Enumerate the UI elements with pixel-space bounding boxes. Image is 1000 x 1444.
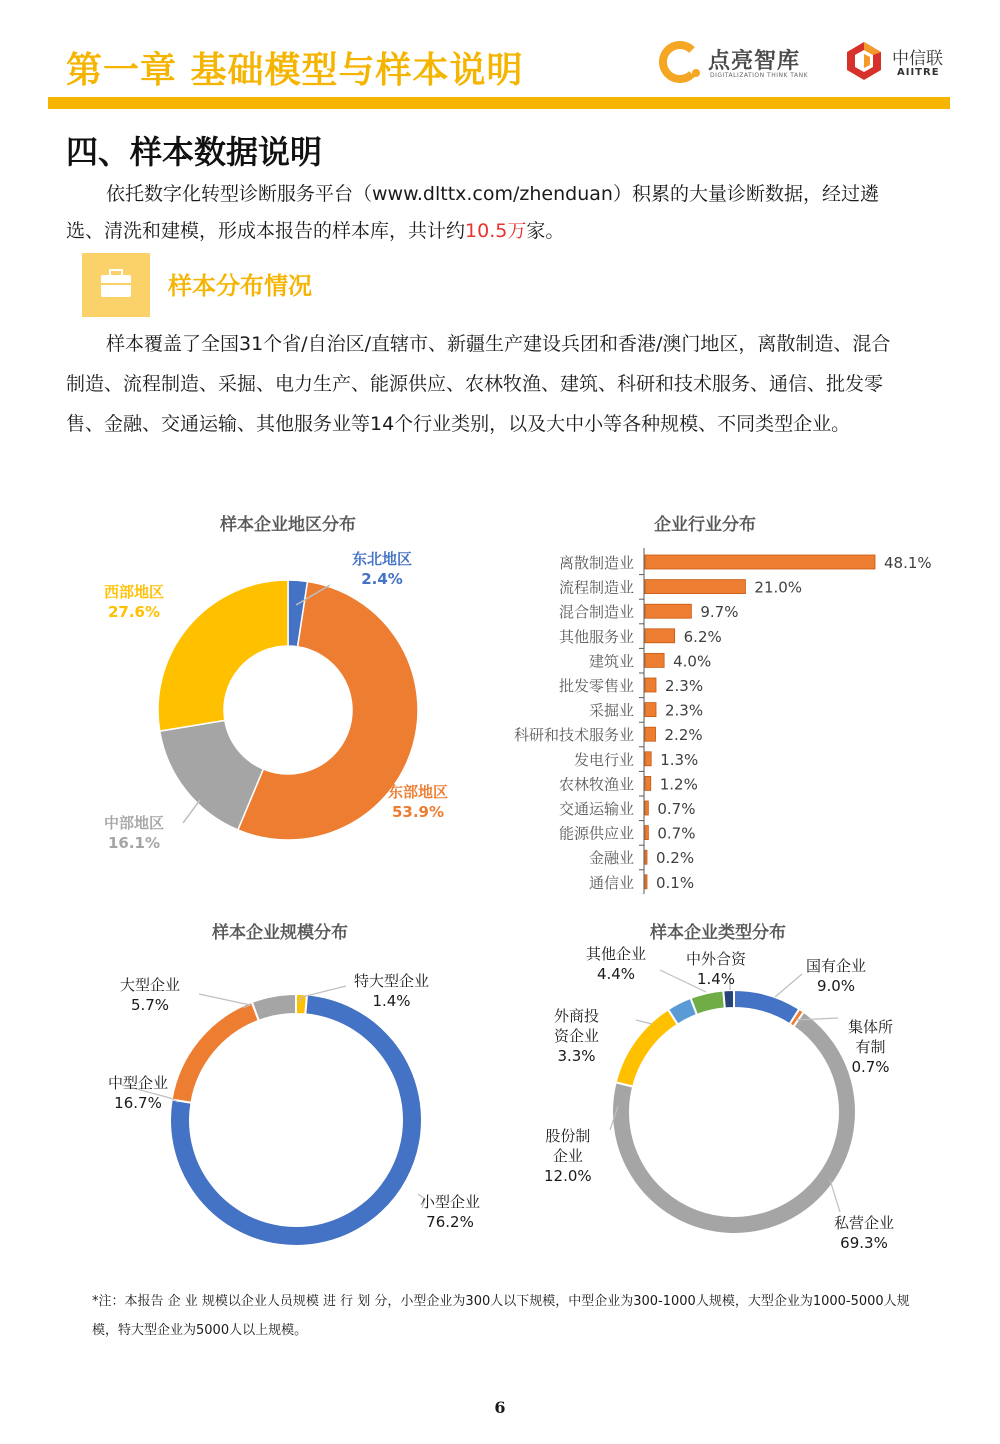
type-leader-line [636,1020,652,1024]
logo-brand-subtitle: DIGITALIZATION THINK TANK [710,72,809,79]
size-label-xl [354,971,429,1011]
region-value-northeast: 2.4% [361,570,403,588]
industry-value-label: 4.0% [673,652,712,671]
industry-value-label: 2.2% [664,726,703,745]
size-label-large [120,975,180,1015]
industry-value-label: 48.1% [884,554,932,572]
size-slice-large [252,994,296,1021]
region-name-west: 西部地区 [104,583,165,601]
type-label-sino-foreign [686,949,746,989]
industry-value-label: 0.7% [657,824,696,843]
type-value-collective: 0.7% [851,1058,890,1076]
type-value-joint-stock: 12.0% [544,1167,592,1185]
type-value-other: 4.4% [596,965,636,983]
logo-aiitre-name: 中信联 [892,49,943,69]
industry-value-label: 21.0% [754,578,803,597]
industry-chart-title: 企业行业分布 [654,515,756,535]
type-name-sino-foreign: 中外合资 [686,950,747,968]
industry-bar [645,653,664,667]
industry-bar-chart [480,548,950,894]
type-slice-state [734,990,799,1024]
type-label-private [834,1213,894,1253]
industry-category-label: 能源供应业 [558,824,634,843]
industry-category-label: 通信业 [588,873,634,892]
size-value-small: 76.2% [426,1213,474,1231]
region-name-northeast: 东北地区 [352,550,413,568]
industry-bar [645,678,656,692]
type-value-foreign: 3.3% [557,1047,596,1065]
type-label-other [586,944,646,984]
industry-category-label: 采掘业 [588,701,634,720]
industry-value-label: 1.3% [660,750,699,769]
industry-bar [645,555,875,569]
industry-bar [645,580,745,594]
type-slice-sino-foreign [723,990,734,1008]
industry-category-label: 农林牧渔业 [558,775,634,794]
page-number: 6 [494,1398,506,1417]
industry-category-label: 其他服务业 [558,627,634,646]
region-value-east: 53.9% [391,803,445,821]
industry-category-label: 科研和技术服务业 [513,726,634,745]
logo-aiitre-en: AIITRE [897,67,940,78]
industry-bar [645,629,675,643]
industry-value-label: 2.3% [664,677,704,695]
type-name-joint-stock: 股份制 企业 [545,1127,591,1165]
subsection-title: 样本分布情况 [168,272,312,300]
type-value-private: 69.3% [840,1234,888,1252]
industry-bar [645,703,656,717]
type-value-sino-foreign: 1.4% [696,970,736,988]
size-label-small [420,1192,480,1232]
region-value-west: 27.6% [107,603,161,621]
industry-value-label: 9.7% [700,603,739,622]
size-value-xl: 1.4% [372,992,411,1010]
region-chart-title: 样本企业地区分布 [220,515,356,535]
type-name-private: 私营企业 [834,1214,895,1232]
industry-value-label: 0.1% [656,873,695,892]
region-label-east [388,782,448,822]
industry-bar [645,752,651,766]
industry-value-label: 0.7% [657,800,696,818]
industry-category-label: 离散制造业 [558,554,634,572]
type-leader-line [830,1180,840,1212]
intro-text-end: 家。 [526,220,565,242]
type-name-foreign: 外商投 资企业 [554,1007,600,1045]
industry-bar [645,801,648,815]
briefcase-icon [82,253,150,317]
type-name-other: 其他企业 [586,945,647,963]
industry-value-label: 2.3% [664,701,704,720]
footnote: *注：本报告 企 业 规模以企业人员规模 进 行 划 分，小型企业为300人以下规模，中型企业为300-1000人规模，大型企业为1000-5000人规模，特大型企业为5000人以上规模。 [92,1294,910,1338]
intro-paragraph [66,176,906,250]
size-name-xl: 特大型企业 [354,972,430,990]
industry-bar [645,826,648,840]
industry-bar [645,875,647,889]
header-divider [48,97,950,109]
sample-count: 10.5万 [465,220,527,242]
type-value-state: 9.0% [816,977,856,995]
size-value-medium: 16.7% [114,1094,162,1112]
size-name-large: 大型企业 [120,976,181,994]
industry-category-label: 金融业 [588,849,634,868]
industry-bar [645,776,651,790]
type-chart-title: 样本企业类型分布 [650,923,786,943]
size-value-large: 5.7% [130,996,170,1014]
industry-category-label: 发电行业 [573,750,634,769]
type-label-joint-stock [544,1126,592,1186]
industry-category-label: 流程制造业 [558,578,634,597]
subsection-icon-box [82,253,150,317]
region-label-northeast [352,549,412,589]
size-slice-medium [172,1002,259,1103]
aiitre-logo-icon [843,40,885,82]
region-value-central: 16.1% [107,834,161,852]
region-name-east: 东部地区 [388,783,449,801]
type-label-collective [848,1017,893,1077]
industry-value-label: 6.2% [683,627,722,646]
type-slice-joint-stock [616,1009,678,1086]
industry-category-label: 交通运输业 [558,800,634,818]
industry-category-label: 批发零售业 [558,677,634,695]
logo-brand-name: 点亮智库 [708,49,801,74]
type-slice-other [691,990,725,1014]
size-label-medium [108,1073,168,1113]
coverage-paragraph: 样本覆盖了全国31个省/自治区/直辖市、新疆生产建设兵团和香港/澳门地区，离散制造、混合制造、流程制造、采掘、电力生产、能源供应、农林牧渔、建筑、科研和技术服务、通信、批发零售、金融、交通运输、其他服务业等14个行业类别，以及大中小等各种规模、不同类型企业。 [66,333,891,435]
region-name-central: 中部地区 [104,814,165,832]
region-label-west [104,582,164,622]
size-name-small: 小型企业 [420,1193,481,1211]
size-chart-title: 样本企业规模分布 [212,923,348,943]
industry-value-label: 1.2% [659,775,698,794]
chapter-title: 第一章 基础模型与样本说明 [66,50,524,91]
type-name-collective: 集体所 有制 [848,1018,894,1056]
size-name-medium: 中型企业 [108,1074,169,1092]
industry-category-label: 混合制造业 [558,603,634,622]
industry-category-label: 建筑业 [588,652,634,671]
industry-bar [645,604,691,618]
type-leader-line [775,974,802,997]
region-slice-west [158,580,288,731]
industry-bar [645,727,656,741]
industry-bar [645,850,647,864]
region-label-central [104,813,164,853]
section-title: 四、样本数据说明 [66,133,323,171]
intro-text: 依托数字化转型诊断服务平台（www.dlttx.com/zhenduan）积累的大量诊断数据，经过遴选、清洗和建模，形成本报告的样本库，共计约 [66,183,879,242]
type-label-foreign [554,1006,599,1066]
industry-value-label: 0.2% [656,849,695,868]
type-label-state [806,956,866,996]
type-name-state: 国有企业 [806,957,867,975]
